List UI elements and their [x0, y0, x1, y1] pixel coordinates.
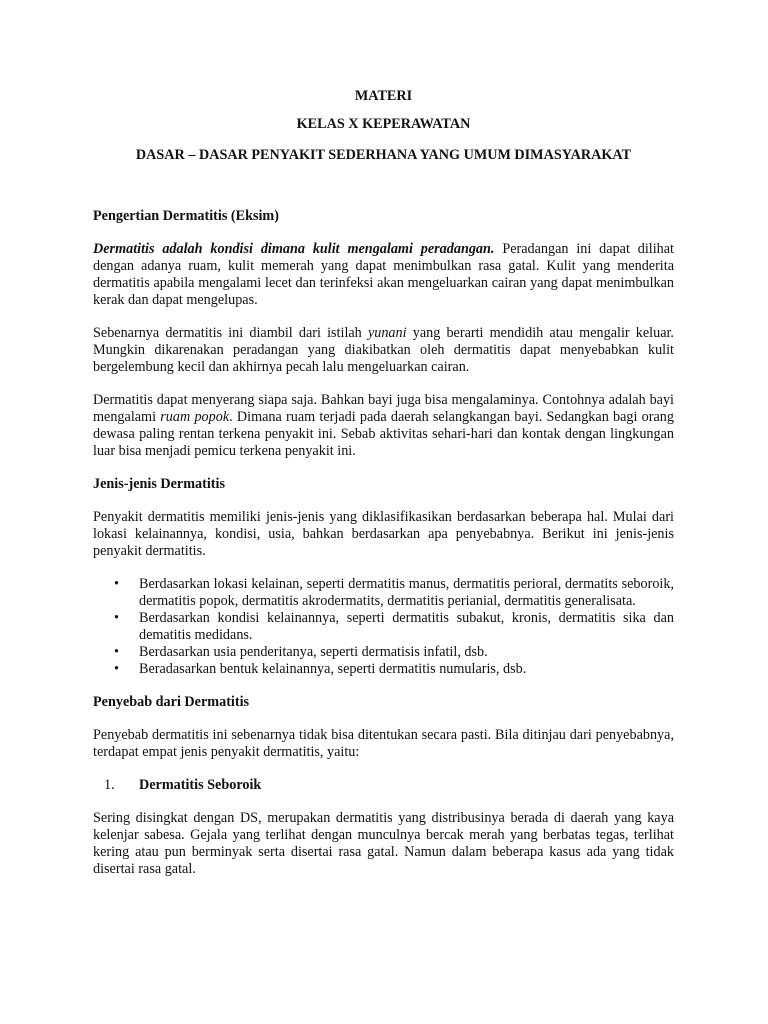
paragraph-origin	[93, 325, 674, 376]
subject-title: DASAR – DASAR PENYAKIT SEDERHANA YANG UMUM DIMASYARAKAT	[135, 147, 632, 163]
item-title: Dermatitis Seboroik	[139, 777, 262, 793]
definition-rest: Peradangan ini dapat dilihat dengan adanya ruam, kulit memerah yang dapat menimbulkan rasa gatal. Kulit yang menderita dermatitis apabila mengalami lecet dan terinfeksi akan mengeluarkan cairan yang dapat menimbulkan kerak dan dapat mengelupas.	[93, 241, 674, 308]
section-heading-pengertian: Pengertian Dermatitis (Eksim)	[93, 208, 279, 224]
document-page	[93, 88, 674, 878]
bullet-icon: •	[114, 644, 119, 660]
definition-lead: Dermatitis adalah kondisi dimana kulit mengalami peradangan.	[93, 241, 495, 257]
origin-text-a: Sebenarnya dermatitis ini diambil dari istilah	[93, 325, 368, 341]
section-heading-penyebab: Penyebab dari Dermatitis	[93, 694, 250, 710]
list-item-text: Berdasarkan lokasi kelainan, seperti dermatitis manus, dermatitis perioral, dermatits seboroik, dermatitis popok, dermatitis akrodermatits, dermatitis perianial, dermatitis generalisata.	[139, 576, 674, 609]
document-title: MATERI	[354, 88, 413, 104]
bullet-icon: •	[114, 576, 119, 592]
paragraph-penyebab-intro: Penyebab dermatitis ini sebenarnya tidak bisa ditentukan secara pasti. Bila ditinjau dari penyebabnya, terdapat empat jenis penyakit dermatitis, yaitu:	[93, 727, 674, 760]
list-item	[93, 661, 674, 678]
section-heading-jenis: Jenis-jenis Dermatitis	[93, 476, 225, 492]
list-item	[93, 576, 674, 610]
who-text-b: . Dimana ruam terjadi pada daerah selangkangan bayi. Sedangkan bagi orang dewasa paling rentan terkena penyakit ini. Sebab aktivitas sehari-hari dan kontak dengan lingkungan luar bisa menjadi pemicu terkena penyakit ini.	[93, 409, 674, 459]
list-item-text: Berdasarkan kondisi kelainannya, seperti dermatitis subakut, kronis, dermatitis sika dan dematitis medidans.	[139, 610, 674, 643]
list-item	[93, 610, 674, 644]
item-number: 1.	[104, 777, 115, 793]
class-label: KELAS X KEPERAWATAN	[296, 116, 471, 132]
who-italic: ruam popok	[160, 409, 230, 425]
origin-text-b: yang berarti mendidih atau mengalir keluar. Mungkin dikarenakan peradangan yang diakibatkan oleh dermatitis dapat menyebabkan kulit bergelembung kecil dan akhirnya pecah lalu mengeluarkan cairan.	[93, 325, 674, 375]
bullet-list	[93, 576, 674, 678]
list-item-text: Beradasarkan bentuk kelainannya, seperti dermatitis numularis, dsb.	[139, 661, 527, 677]
numbered-list	[93, 777, 674, 794]
paragraph-seboroik: Sering disingkat dengan DS, merupakan dermatitis yang distribusinya berada di daerah yang kaya kelenjar sabesa. Gejala yang terlihat dengan munculnya bercak merah yang berbatas tegas, terlihat kering atau pun berminyak serta disertai rasa gatal. Namun dalam beberapa kasus ada yang tidak disertai rasa gatal.	[93, 810, 674, 877]
paragraph-definition	[93, 241, 674, 309]
list-item	[93, 644, 674, 661]
paragraph-who	[93, 392, 674, 460]
list-item-text: Berdasarkan usia penderitanya, seperti dermatisis infatil, dsb.	[139, 644, 488, 660]
origin-italic: yunani	[367, 325, 407, 341]
numbered-item-seboroik	[93, 777, 674, 794]
bullet-icon: •	[114, 661, 119, 677]
paragraph-jenis-intro: Penyakit dermatitis memiliki jenis-jenis yang diklasifikasikan berdasarkan beberapa hal. Mulai dari lokasi kelainannya, kondisi, usia, bahkan berdasarkan apa penyebabnya. Berikut ini jenis-jenis penyakit dermatitis.	[93, 509, 674, 559]
who-text-a: Dermatitis dapat menyerang siapa saja. Bahkan bayi juga bisa mengalaminya. Contohnya adalah bayi mengalami	[93, 392, 674, 425]
bullet-icon: •	[114, 610, 119, 626]
